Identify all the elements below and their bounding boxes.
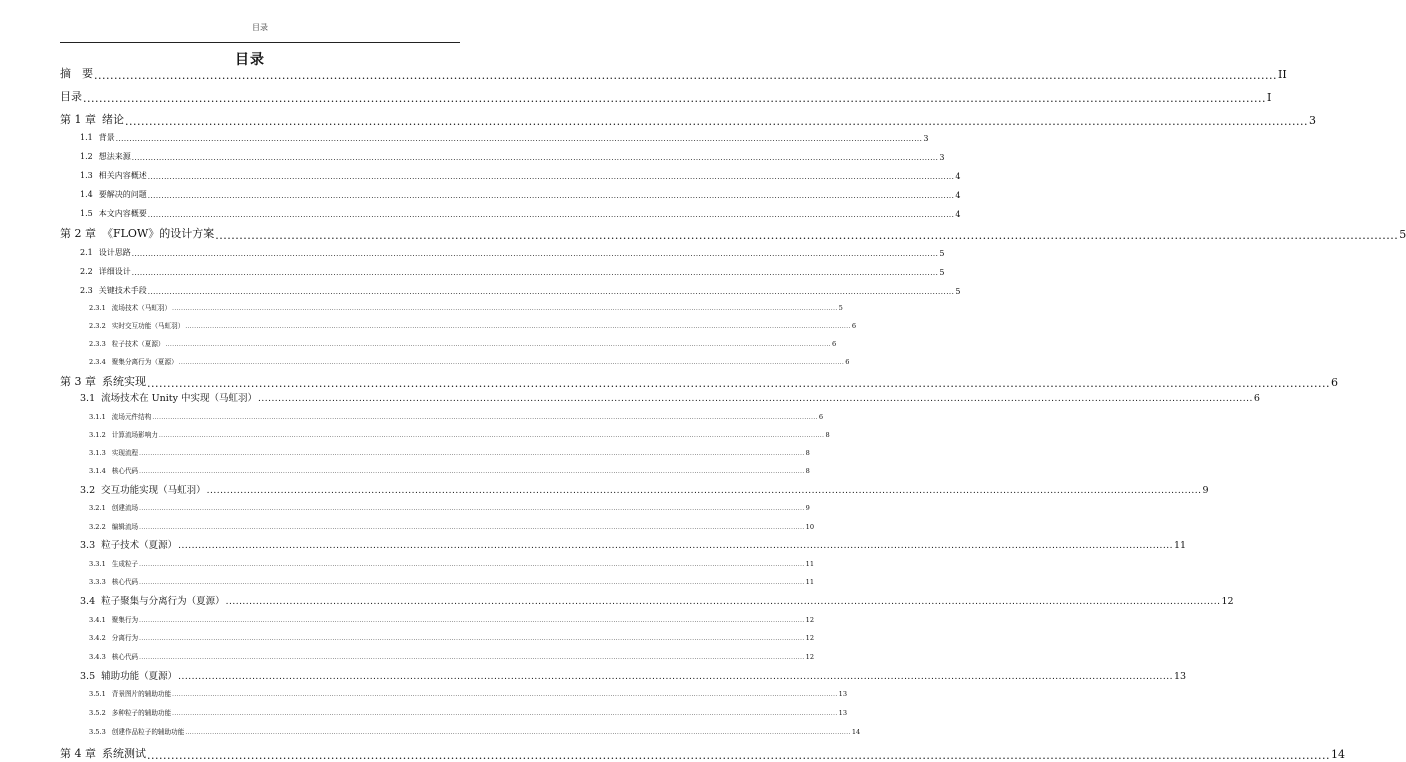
toc-entry-title: 聚集行为 <box>111 616 139 624</box>
toc-entry-number: 3.4.1 <box>89 616 106 624</box>
toc-entry-number: 1.3 <box>80 171 93 180</box>
toc-page-number: 10 <box>805 523 815 531</box>
toc-entry-label <box>60 465 138 475</box>
toc-entry[interactable] <box>60 266 945 277</box>
toc-entry-number: 3.3.3 <box>89 578 106 586</box>
toc-entry-number: 3.3.1 <box>89 560 106 568</box>
toc-entry-number: 3.2.1 <box>89 504 106 512</box>
toc-page-number: 4 <box>955 210 961 219</box>
toc-entry[interactable] <box>60 321 857 330</box>
toc-entry-title: 摘 要 <box>60 67 93 80</box>
toc-entry-number: 3.1 <box>80 393 96 404</box>
toc-entry[interactable] <box>60 375 1338 389</box>
toc-entry-label <box>60 302 171 312</box>
toc-page-number: 6 <box>851 322 857 330</box>
dot-leader <box>139 526 805 532</box>
toc-page-number: 6 <box>845 358 850 366</box>
toc-entry-number: 3.1.4 <box>89 467 106 475</box>
toc-page-number: 3 <box>1309 114 1316 127</box>
dot-leader <box>94 70 1277 81</box>
toc-entry-title: 背景图片的辅助功能 <box>111 690 172 698</box>
toc-entry[interactable] <box>60 689 848 698</box>
toc-entry-number: 2.3.1 <box>89 304 106 312</box>
toc-page-number: 12 <box>805 616 815 624</box>
toc-entry-label <box>60 651 138 661</box>
toc-entry-label <box>60 356 178 366</box>
toc-entry[interactable] <box>60 615 815 624</box>
toc-entry-label <box>60 537 177 551</box>
toc-entry[interactable] <box>60 522 815 531</box>
toc-entry[interactable] <box>60 671 1187 682</box>
toc-entry[interactable] <box>60 747 1345 761</box>
toc-entry-title: 分离行为 <box>111 634 139 642</box>
toc-page-number: 11 <box>805 560 815 568</box>
toc-page-number: 3 <box>923 134 929 143</box>
toc-entry-label <box>60 170 147 181</box>
toc-entry[interactable] <box>60 708 848 717</box>
dot-leader <box>139 563 805 569</box>
toc-entry-title: 创建作品粒子的辅助功能 <box>111 728 185 736</box>
toc-entry-title: 关键技术手段 <box>98 286 147 295</box>
toc-page-number: 12 <box>805 634 815 642</box>
toc-entry[interactable] <box>60 633 815 642</box>
toc-entry-number: 3.4.3 <box>89 653 106 661</box>
toc-page-number: 5 <box>1399 228 1406 241</box>
toc-entry-title: 设计思路 <box>98 248 131 257</box>
toc-entry-number: 3.1.1 <box>89 413 106 421</box>
toc-entry[interactable] <box>60 466 810 475</box>
toc-entry-title: 粒子技术（夏源） <box>101 540 178 551</box>
toc-entry-title: 《FLOW》的设计方案 <box>102 227 215 240</box>
toc-page-number: I <box>1267 91 1272 104</box>
toc-entry-number: 3.1.2 <box>89 431 106 439</box>
toc-entry-label <box>60 447 138 457</box>
toc-entry-number: 1.4 <box>80 190 93 199</box>
toc-entry-number: 2.1 <box>80 248 93 257</box>
toc-entry-title: 目录 <box>60 90 82 103</box>
toc-entry-title: 流场技术（马虹羽） <box>111 304 172 312</box>
toc-entry-title: 核心代码 <box>111 653 139 661</box>
toc-entry-label <box>60 373 146 389</box>
toc-entry-number: 3.5 <box>80 671 96 682</box>
toc-entry[interactable] <box>60 247 945 258</box>
toc-page-number: 13 <box>1173 671 1187 682</box>
toc-page-number: 5 <box>939 268 945 277</box>
toc-entry-title: 要解决的问题 <box>98 190 147 199</box>
toc-entry-label <box>60 390 257 404</box>
dot-leader <box>139 452 805 458</box>
toc-entry-title: 实现流程 <box>111 449 139 457</box>
toc-page-number: 13 <box>838 709 848 717</box>
toc-entry[interactable] <box>60 577 815 586</box>
toc-entry-number: 1.2 <box>80 152 93 161</box>
toc-entry-title: 系统实现 <box>102 375 146 388</box>
toc-entry-label <box>60 632 138 642</box>
toc-entry-number: 3.4.2 <box>89 634 106 642</box>
toc-entry-label <box>60 247 131 258</box>
dot-leader <box>185 731 851 737</box>
toc-page-number: II <box>1278 68 1287 81</box>
toc-page-number: 8 <box>805 449 810 457</box>
toc-entry-label <box>60 411 151 421</box>
toc-entry-label <box>60 614 138 624</box>
toc-entry-label <box>60 502 138 512</box>
toc-entry[interactable] <box>60 170 961 181</box>
toc-entry-number: 3.5.2 <box>89 709 106 717</box>
toc-entry-label <box>60 88 82 104</box>
toc-entry-number: 1.1 <box>80 133 93 142</box>
toc-entry-label <box>60 688 171 698</box>
dot-leader <box>148 174 955 181</box>
dot-leader <box>147 750 1330 761</box>
dot-leader <box>147 378 1330 389</box>
dot-leader <box>226 598 1221 607</box>
dot-leader <box>185 325 851 331</box>
toc-entry-title: 聚集分离行为（夏源） <box>111 358 178 366</box>
dot-leader <box>125 116 1308 127</box>
toc-entry-title: 实时交互功能（马虹羽） <box>111 322 185 330</box>
toc-entry-label <box>60 745 146 761</box>
dot-leader <box>178 673 1173 682</box>
toc-entry-title: 编辑流场 <box>111 523 139 531</box>
toc-entry-title: 系统测试 <box>102 747 146 760</box>
dot-leader <box>172 307 838 313</box>
toc-entry[interactable] <box>60 652 815 661</box>
toc-entry-number: 2.3.3 <box>89 340 106 348</box>
toc-entry-title: 粒子聚集与分离行为（夏源） <box>101 596 225 607</box>
toc-entry[interactable] <box>60 227 1406 241</box>
toc-entry-title: 核心代码 <box>111 578 139 586</box>
toc-entry-number: 3.2.2 <box>89 523 106 531</box>
toc-entry[interactable] <box>60 151 945 162</box>
toc-entry-number: 3.5.3 <box>89 728 106 736</box>
toc-entry-number: 第 4 章 <box>60 747 96 760</box>
toc-entry-label <box>60 320 184 330</box>
toc-page-number: 14 <box>851 728 861 736</box>
toc-entry-number: 3.3 <box>80 540 96 551</box>
dot-leader <box>172 712 838 718</box>
toc-entry-label <box>60 707 171 717</box>
toc-page-number: 6 <box>1331 376 1338 389</box>
toc-entry-number: 3.4 <box>80 596 96 607</box>
toc-page-number: 6 <box>832 340 837 348</box>
toc-entry-title: 交互功能实现（马虹羽） <box>101 485 206 496</box>
toc-entry-label <box>60 225 214 241</box>
dot-leader <box>172 693 838 699</box>
toc-entry[interactable] <box>60 727 861 736</box>
toc-entry-label <box>60 668 177 682</box>
toc-entry-number: 2.3.4 <box>89 358 106 366</box>
toc-entry-number: 2.3 <box>80 286 93 295</box>
toc-entry-number: 2.3.2 <box>89 322 106 330</box>
toc-entry[interactable] <box>60 596 1234 607</box>
dot-leader <box>116 136 923 143</box>
toc-entry-label <box>60 285 147 296</box>
toc-page-number: 8 <box>805 467 810 475</box>
toc-page-number: 5 <box>939 249 945 258</box>
toc-page-number: 14 <box>1331 748 1345 761</box>
dot-leader <box>148 212 955 219</box>
toc-entry-label <box>60 521 138 531</box>
toc-page-number: 12 <box>805 653 815 661</box>
toc-entry[interactable] <box>60 90 1272 104</box>
toc-page-number: 9 <box>805 504 810 512</box>
toc-page-number: 4 <box>955 172 961 181</box>
toc-entry-label <box>60 726 184 736</box>
toc-entry-label <box>60 429 158 439</box>
dot-leader <box>215 230 1398 241</box>
toc-entry-title: 背景 <box>98 133 115 142</box>
dot-leader <box>139 470 805 476</box>
toc-entry-title: 流场元件结构 <box>111 413 152 421</box>
toc-entry-number: 3.1.3 <box>89 449 106 457</box>
dot-leader <box>166 343 832 349</box>
toc-entry-label <box>60 65 93 81</box>
toc-entry[interactable] <box>60 448 810 457</box>
running-header-title: 目录 <box>252 23 268 32</box>
toc-page-number: 11 <box>1173 540 1187 551</box>
toc-entry-label <box>60 576 138 586</box>
toc-entry-number: 第 1 章 <box>60 113 96 126</box>
toc-entry-number: 第 2 章 <box>60 227 96 240</box>
toc-entry-title: 相关内容概述 <box>98 171 147 180</box>
toc-entry[interactable] <box>60 485 1209 496</box>
dot-leader <box>139 656 805 662</box>
toc-entry-title: 辅助功能（夏源） <box>101 671 178 682</box>
toc-entry-title: 本文内容概要 <box>98 209 147 218</box>
toc-entry-number: 3.2 <box>80 485 96 496</box>
toc-entry-label <box>60 132 115 143</box>
toc-entry-title: 绪论 <box>102 113 124 126</box>
toc-entry-title: 生成粒子 <box>111 560 139 568</box>
dot-leader <box>179 361 845 367</box>
toc-entry-label <box>60 208 147 219</box>
toc-page-number: 5 <box>955 287 961 296</box>
toc-entry[interactable] <box>60 285 961 296</box>
dot-leader <box>178 542 1173 551</box>
toc-entry[interactable] <box>60 412 824 421</box>
toc-entry-title: 想法来源 <box>98 152 131 161</box>
dot-leader <box>139 637 805 643</box>
toc-entry[interactable] <box>60 559 815 568</box>
toc-entry[interactable] <box>60 189 961 200</box>
toc-entry-number: 2.2 <box>80 267 93 276</box>
toc-entry-title: 流场技术在 Unity 中实现（马虹羽） <box>101 393 257 404</box>
dot-leader <box>148 193 955 200</box>
dot-leader <box>132 251 939 258</box>
toc-entry-number: 第 3 章 <box>60 375 96 388</box>
toc-entry-title: 创建流场 <box>111 504 139 512</box>
toc-entry[interactable] <box>60 208 961 219</box>
dot-leader <box>139 507 805 513</box>
toc-entry-number: 1.5 <box>80 209 93 218</box>
dot-leader <box>159 434 825 440</box>
toc-entry-title: 多种粒子的辅助功能 <box>111 709 172 717</box>
toc-entry-title: 详细设计 <box>98 267 131 276</box>
toc-page-number: 4 <box>955 191 961 200</box>
toc-entry-number: 3.5.1 <box>89 690 106 698</box>
toc-page-number: 6 <box>818 413 824 421</box>
toc-page-number: 5 <box>838 304 843 312</box>
page-header <box>60 0 460 43</box>
dot-leader <box>148 289 955 296</box>
toc-entry[interactable] <box>60 303 843 312</box>
toc-entry-label <box>60 338 165 348</box>
dot-leader <box>83 93 1266 104</box>
dot-leader <box>258 395 1253 404</box>
toc-entry-label <box>60 558 138 568</box>
toc-page-number: 11 <box>805 578 815 586</box>
toc-page-number: 8 <box>825 431 830 439</box>
toc-page-number: 12 <box>1221 596 1234 607</box>
toc-entry[interactable] <box>60 113 1316 127</box>
toc-entry[interactable] <box>60 67 1287 81</box>
toc-entry-label <box>60 189 147 200</box>
dot-leader <box>207 487 1202 496</box>
toc-entry-label <box>60 482 206 496</box>
toc-entry[interactable] <box>60 503 810 512</box>
dot-leader <box>139 581 805 587</box>
toc-entry-label <box>60 151 131 162</box>
dot-leader <box>152 416 818 422</box>
toc-entry[interactable] <box>60 132 929 143</box>
toc-page-number: 3 <box>939 153 945 162</box>
toc-entry-title: 计算流场影响力 <box>111 431 158 439</box>
dot-leader <box>132 270 939 277</box>
page-title: 目录 <box>235 52 265 68</box>
toc-entry[interactable] <box>60 430 830 439</box>
toc-page-number: 13 <box>838 690 848 698</box>
toc-entry[interactable] <box>60 339 837 348</box>
toc-entry[interactable] <box>60 357 850 366</box>
dot-leader <box>132 155 939 162</box>
dot-leader <box>139 619 805 625</box>
toc-entry-label <box>60 111 124 127</box>
toc-entry-label <box>60 593 225 607</box>
toc-entry-title: 核心代码 <box>111 467 139 475</box>
toc-entry-title: 粒子技术（夏源） <box>111 340 165 348</box>
toc-entry[interactable] <box>60 540 1187 551</box>
toc-page-number: 6 <box>1253 393 1260 404</box>
toc-page-number: 9 <box>1202 485 1209 496</box>
toc-entry[interactable] <box>60 393 1260 404</box>
toc-entry-label <box>60 266 131 277</box>
